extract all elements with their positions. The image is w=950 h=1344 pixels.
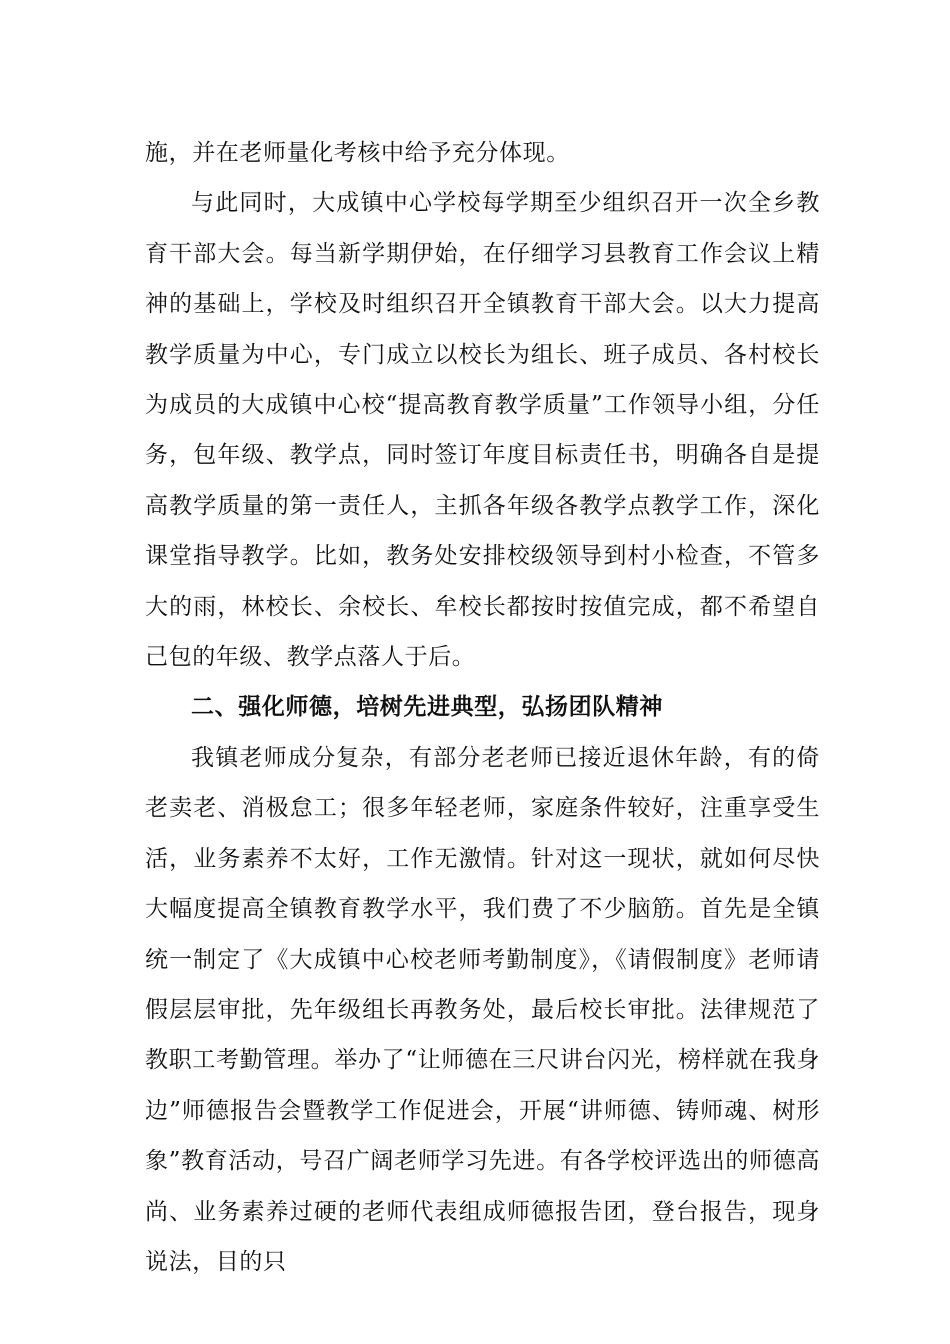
paragraph-leadership-meeting: 与此同时，大成镇中心学校每学期至少组织召开一次全乡教育干部大会。每当新学期伊始，在仔细学习县教育工作会议上精神的基础上，学校及时组织召开全镇教育干部大会。以大力提高教学质量为中心，专门成立以校长为组长、班子成员、各村校长为成员的大成镇中心校“提高教育教学质量”工作领导小组，分任务，包年级、教学点，同时签订年度目标责任书，明确各自是提高教学质量的第一责任人，主抓各年级各教学点教学工作，深化课堂指导教学。比如，教务处安排校级领导到村小检查，不管多大的雨，林校长、余校长、牟校长都按时按值完成，都不希望自己包的年级、教学点落人于后。 — [145, 190, 820, 671]
document-body — [145, 128, 820, 1287]
paragraph-continuation: 施，并在老师量化考核中给予充分体现。 — [145, 140, 570, 166]
section-heading-teacher-ethics: 二、强化师德，培树先进典型，弘扬团队精神 — [191, 693, 663, 721]
paragraph-teacher-ethics: 我镇老师成分复杂，有部分老老师已接近退休年龄，有的倚老卖老、消极怠工；很多年轻老师，家庭条件较好，注重享受生活，业务素养不太好，工作无激情。针对这一现状，就如何尽快大幅度提高全镇教育教学水平，我们费了不少脑筋。首先是全镇统一制定了《大成镇中心校老师考勤制度》，《请假制度》老师请假层层审批，先年级组长再教务处，最后校长审批。法律规范了教职工考勤管理。举办了“让师德在三尺讲台闪光，榜样就在我身边”师德报告会暨教学工作促进会，开展“讲师德、铸师魂、树形象”教育活动，号召广阔老师学习先进。有各学校评选出的师德高尚、业务素养过硬的老师代表组成师德报告团，登台报告，现身说法，目的只 — [145, 744, 820, 1275]
